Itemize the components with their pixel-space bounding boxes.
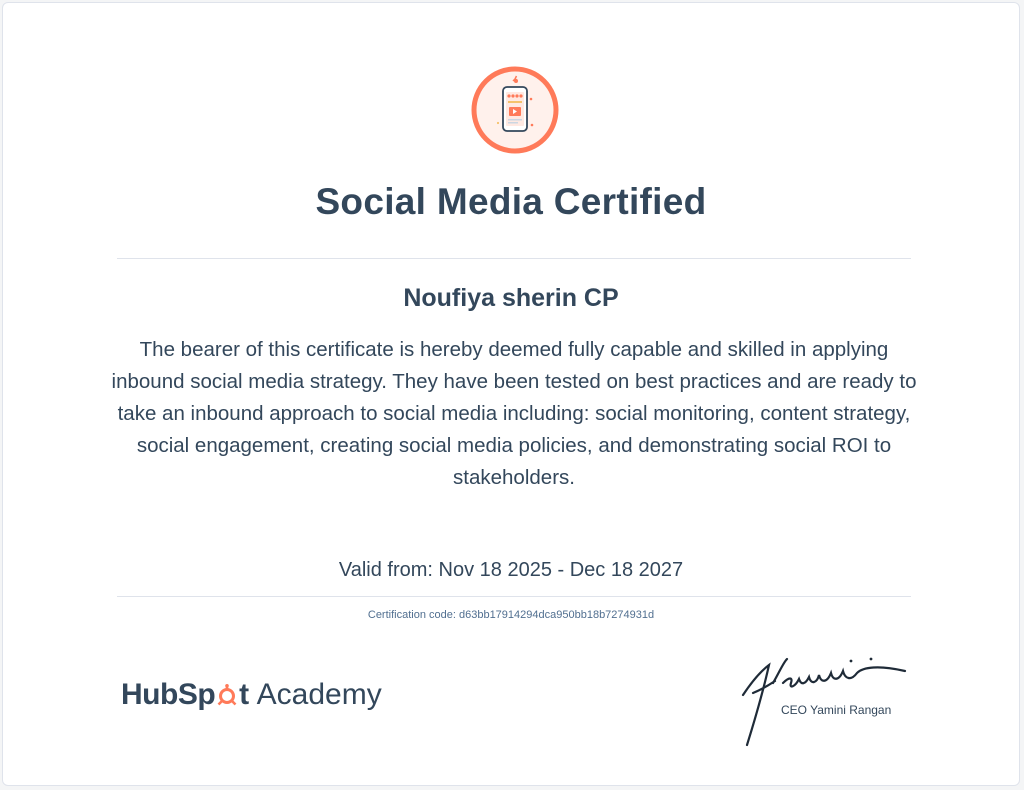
ceo-caption: CEO Yamini Rangan (781, 703, 892, 717)
certificate-title: Social Media Certified (315, 181, 707, 222)
ceo-signature-block (739, 653, 919, 753)
title-divider (117, 258, 911, 259)
recipient-name: Noufiya sherin CP (403, 284, 619, 312)
wordmark-left: HubSp (121, 678, 216, 711)
certification-code: Certification code: d63bb17914294dca950bb18b7274931d (367, 609, 655, 621)
academy-wordmark: Academy (256, 678, 382, 711)
sprocket-icon (216, 684, 238, 706)
validity-dates: Valid from: Nov 18 2025 - Dec 18 2027 (338, 559, 684, 581)
social-media-badge-icon (470, 65, 560, 155)
certificate-card (2, 2, 1020, 786)
hubspot-wordmark (121, 678, 249, 712)
certificate-description: The bearer of this certificate is hereby deemed fully capable and skilled in applying inbound social media strategy. They have been tested on best practices and are ready to take an inbound approach to social media including: social monitoring, content strategy, social engagement, creating social media policies, and demonstrating social ROI to stakeholders. (111, 338, 917, 489)
hubspot-academy-logo (121, 673, 382, 717)
wordmark-right: t (239, 678, 249, 711)
footer-divider (117, 596, 911, 597)
